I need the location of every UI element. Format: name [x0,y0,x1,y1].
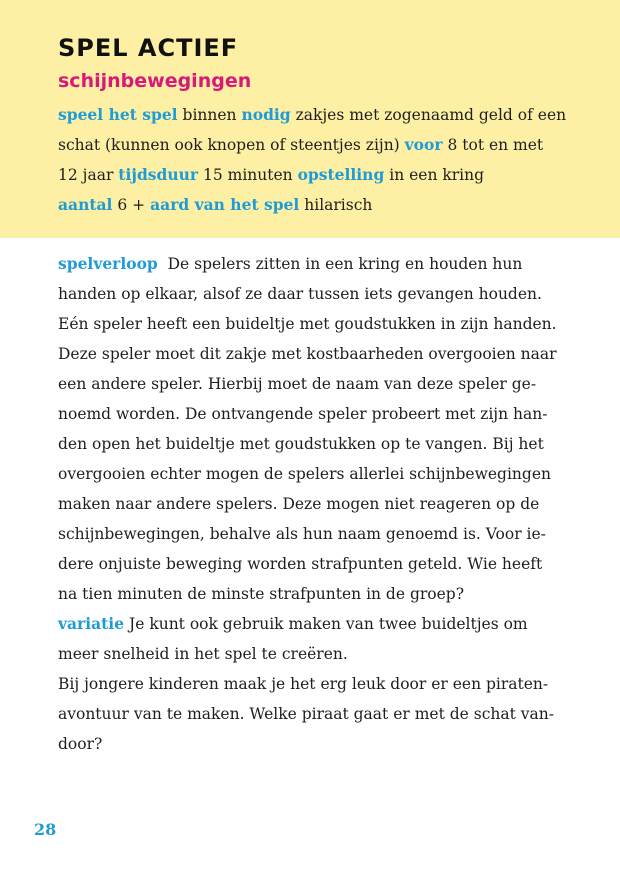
meta-value-voor-cont: 12 jaar [58,166,114,184]
page-title: SPEL ACTIEF [58,34,239,62]
meta-label-aard: aard van het spel [150,195,300,214]
body-line: schijnbewegingen, behalve als hun naam genoemd is. Voor ie- [58,525,546,543]
meta-label-nodig: nodig [241,105,291,124]
body-line: Deze speler moet dit zakje met kostbaarheden overgooien naar [58,345,557,363]
variatie-line: door? [58,735,103,753]
meta-label-aantal: aantal [58,195,113,214]
body-line: overgooien echter mogen de spelers allerlei schijnbewegingen [58,465,551,483]
spelverloop-label: spelverloop [58,254,158,273]
game-meta [58,100,568,220]
body-line: maken naar andere spelers. Deze mogen niet reageren op de [58,495,540,513]
body-line: noemd worden. De ontvangende speler probeert met zijn han- [58,405,548,423]
meta-value-aard: hilarisch [304,196,373,214]
variatie-line [58,609,568,639]
meta-label-tijdsduur: tijdsduur [118,165,199,184]
meta-value-opstelling: in een kring [389,166,485,184]
variatie-line: avontuur van te maken. Welke piraat gaat er met de schat van- [58,705,554,723]
body-line: Eén speler heeft een buideltje met goudstukken in zijn handen. [58,315,557,333]
meta-value-tijdsduur: 15 minuten [203,166,293,184]
body-line-text: De spelers zitten in een kring en houden hun [167,255,523,273]
variatie-line-text: Je kunt ook gebruik maken van twee buideltjes om [129,615,528,633]
body-line [58,249,568,279]
meta-value-nodig-cont: schat (kunnen ook knopen of steentjes zijn) [58,136,400,154]
meta-label-voor: voor [404,135,443,154]
body-line: na tien minuten de minste strafpunten in de groep? [58,585,465,603]
meta-label-opstelling: opstelling [297,165,385,184]
meta-label-speel: speel het spel [58,105,178,124]
game-description [58,249,568,759]
page-number: 28 [34,820,57,839]
body-line: handen op elkaar, alsof ze daar tussen iets gevangen houden. [58,285,542,303]
body-line: dere onjuiste beweging worden strafpunten geteld. Wie heeft [58,555,543,573]
meta-value-voor: 8 tot en met [447,136,544,154]
body-line: den open het buideltje met goudstukken op te vangen. Bij het [58,435,544,453]
body-line: een andere speler. Hierbij moet de naam van deze speler ge- [58,375,537,393]
header-panel [0,0,620,238]
meta-value-nodig: zakjes met zogenaamd geld of een [295,106,567,124]
variatie-line: Bij jongere kinderen maak je het erg leuk door er een piraten- [58,675,549,693]
variatie-label: variatie [58,614,125,633]
variatie-line: meer snelheid in het spel te creëren. [58,645,348,663]
game-subtitle: schijnbewegingen [58,70,252,92]
meta-value-speel: binnen [182,106,237,124]
meta-value-aantal: 6 + [117,196,146,214]
